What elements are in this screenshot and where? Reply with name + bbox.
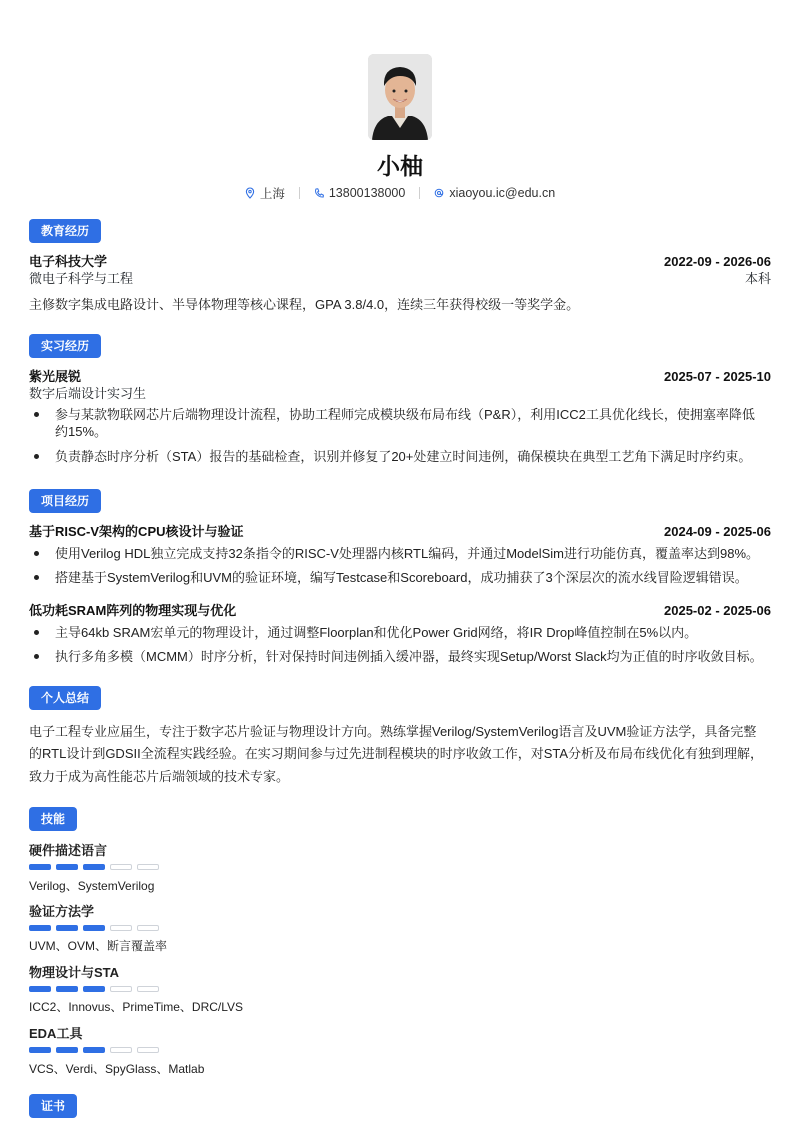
phone-text: 13800138000 [328,186,406,200]
skill-level-bar [29,986,159,992]
company-name: 紫光展锐 [29,369,82,384]
skill-name: EDA工具 [29,1026,83,1041]
section-summary-header: 个人总结 [29,686,101,710]
email-icon [434,187,444,199]
skill-bar-empty [137,986,159,992]
skill-level-bar [29,1047,159,1053]
internship-row [29,368,771,385]
skill-detail: Verilog、SystemVerilog [29,879,155,893]
skill-bar-filled [29,1047,51,1053]
list-item: 执行多角多模（MCMM）时序分析，针对保持时间违例插入缓冲器，最终实现Setup/Worst Slack均为正值的时序收敛目标。 [29,648,771,665]
skill-bar-filled [83,925,105,931]
project-title: 低功耗SRAM阵列的物理实现与优化 [29,603,237,618]
skill-bar-filled [56,1047,78,1053]
list-item: 主导64kb SRAM宏单元的物理设计，通过调整Floorplan和优化Power Grid网络，将IR Drop峰值控制在5%以内。 [29,624,771,641]
section-projects-header: 项目经历 [29,489,101,513]
project-period: 2024-09 - 2025-06 [664,524,771,539]
section-internship-header: 实习经历 [29,334,101,358]
skill-bar-filled [29,864,51,870]
skill-bar-empty [110,986,132,992]
summary-line: 电子工程专业应届生，专注于数字芯片验证与物理设计方向。熟练掌握Verilog/SystemVerilog语言及UVM验证方法学，具备完整 [29,724,757,739]
skill-level-bar [29,864,159,870]
summary-line: 致力于成为高性能芯片后端领域的技术专家。 [29,769,290,784]
education-subrow [29,270,771,287]
skill-bar-filled [83,864,105,870]
section-skills-header: 技能 [29,807,77,831]
school-name: 电子科技大学 [29,254,108,269]
contact-location [245,184,285,202]
contact-phone [314,186,405,200]
role: 数字后端设计实习生 [29,386,147,401]
skill-bar-filled [29,925,51,931]
skill-level-bar [29,925,159,931]
email-text[interactable]: xiaoyou.ic@edu.cn [449,186,556,200]
skill-bar-filled [56,864,78,870]
list-item: 搭建基于SystemVerilog和UVM的验证环境，编写Testcase和Scoreboard，成功捕获了3个深层次的流水线冒险逻辑错误。 [29,569,771,586]
list-item-continuation: 约15%。 [55,424,108,439]
degree: 本科 [744,271,771,286]
skill-bar-empty [137,864,159,870]
skill-bar-empty [110,864,132,870]
contact-bar [0,184,800,202]
project-row [29,602,771,619]
location-text: 上海 [259,187,285,201]
avatar [368,54,432,140]
skill-bar-empty [110,1047,132,1053]
contact-email[interactable] [434,186,555,200]
skill-bar-empty [137,925,159,931]
skill-detail: ICC2、Innovus、PrimeTime、DRC/LVS [29,1000,244,1014]
section-education-header: 教育经历 [29,219,101,243]
skill-bar-empty [137,1047,159,1053]
skill-bar-filled [83,1047,105,1053]
list-item: 负责静态时序分析（STA）报告的基础检查，识别并修复了20+处建立时间违例，确保模块在典型工艺角下满足时序约束。 [29,448,771,465]
internship-period: 2025-07 - 2025-10 [664,369,771,384]
education-period: 2022-09 - 2026-06 [664,254,771,269]
candidate-name: 小柚 [377,153,423,179]
education-row [29,253,771,270]
summary-line: 的RTL设计到GDSII全流程实践经验。在实习期间参与过先进制程模块的时序收敛工作，对STA分析及布局布线优化有独到理解， [29,746,764,761]
project-row [29,523,771,540]
skill-name: 验证方法学 [29,904,95,919]
skill-detail: UVM、OVM、断言覆盖率 [29,939,168,953]
major: 微电子科学与工程 [29,271,134,286]
project-title: 基于RISC-V架构的CPU核设计与验证 [29,524,244,539]
skill-name: 硬件描述语言 [29,843,108,858]
location-pin-icon [245,187,255,199]
project-period: 2025-02 - 2025-06 [664,603,771,618]
section-certificates-header: 证书 [29,1094,77,1118]
divider [419,187,420,199]
skill-detail: VCS、Verdi、SpyGlass、Matlab [29,1062,205,1076]
education-desc: 主修数字集成电路设计、半导体物理等核心课程，GPA 3.8/4.0，连续三年获得校级一等奖学金。 [29,297,580,312]
list-item: 参与某款物联网芯片后端物理设计流程，协助工程师完成模块级布局布线（P&R），利用ICC2工具优化线长，使拥塞率降低 [29,406,771,423]
skill-bar-filled [83,986,105,992]
skill-bar-filled [56,925,78,931]
divider [299,187,300,199]
phone-icon [314,187,324,199]
skill-bar-filled [56,986,78,992]
skill-name: 物理设计与STA [29,965,120,980]
list-item: 使用Verilog HDL独立完成支持32条指令的RISC-V处理器内核RTL编码，并通过ModelSim进行功能仿真，覆盖率达到98%。 [29,545,771,562]
skill-bar-filled [29,986,51,992]
skill-bar-empty [110,925,132,931]
internship-subrow [29,385,771,402]
